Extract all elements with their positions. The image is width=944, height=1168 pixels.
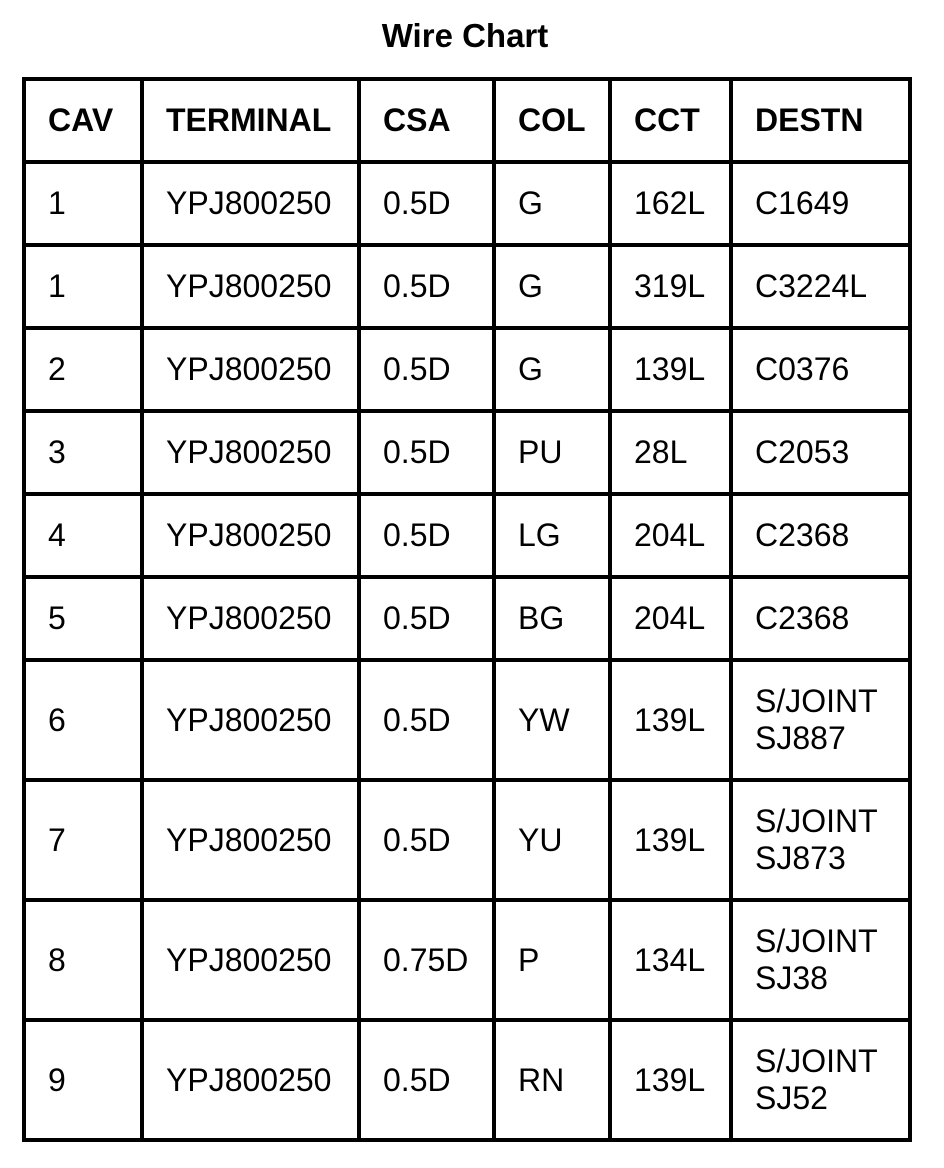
cell-terminal: YPJ800250: [142, 780, 359, 900]
cell-destn: [731, 162, 910, 245]
cell-csa: 0.5D: [359, 162, 494, 245]
table-row: [24, 1020, 910, 1140]
cell-cct: 139L: [610, 780, 731, 900]
column-header-csa: CSA: [359, 79, 494, 162]
cell-csa: 0.5D: [359, 1020, 494, 1140]
column-header-cct: CCT: [610, 79, 731, 162]
table-row: [24, 780, 910, 900]
cell-cav: 4: [24, 494, 142, 577]
cell-cct: 162L: [610, 162, 731, 245]
cell-col: YU: [494, 780, 610, 900]
cell-cav: 9: [24, 1020, 142, 1140]
cell-terminal: YPJ800250: [142, 328, 359, 411]
cell-csa: 0.5D: [359, 660, 494, 780]
cell-terminal: YPJ800250: [142, 1020, 359, 1140]
cell-cav: 6: [24, 660, 142, 780]
destn-line: S/JOINT: [755, 923, 878, 959]
cell-terminal: YPJ800250: [142, 411, 359, 494]
destn-line: C1649: [755, 185, 850, 221]
cell-terminal: YPJ800250: [142, 494, 359, 577]
table-row: [24, 660, 910, 780]
table-row: [24, 494, 910, 577]
header-row: [24, 79, 910, 162]
cell-cav: 2: [24, 328, 142, 411]
cell-cct: 134L: [610, 900, 731, 1020]
cell-cav: 5: [24, 577, 142, 660]
destn-line: SJ887: [755, 720, 846, 756]
cell-cct: 28L: [610, 411, 731, 494]
cell-cav: 8: [24, 900, 142, 1020]
page-title: Wire Chart: [381, 17, 549, 54]
cell-destn: [731, 900, 910, 1020]
destn-line: SJ52: [755, 1080, 828, 1116]
column-header-cav: CAV: [24, 79, 142, 162]
cell-terminal: YPJ800250: [142, 660, 359, 780]
cell-cct: 139L: [610, 1020, 731, 1140]
table-row: [24, 162, 910, 245]
cell-csa: 0.5D: [359, 494, 494, 577]
destn-line: C3224L: [755, 268, 868, 304]
cell-csa: 0.75D: [359, 900, 494, 1020]
wire-chart-table: [22, 77, 912, 1142]
table-row: [24, 411, 910, 494]
cell-cct: 139L: [610, 660, 731, 780]
destn-line: SJ873: [755, 840, 846, 876]
cell-destn: [731, 780, 910, 900]
cell-csa: 0.5D: [359, 328, 494, 411]
cell-col: G: [494, 162, 610, 245]
cell-cav: 7: [24, 780, 142, 900]
cell-terminal: YPJ800250: [142, 577, 359, 660]
destn-line: C2368: [755, 517, 850, 553]
cell-destn: [731, 660, 910, 780]
cell-cct: 204L: [610, 577, 731, 660]
cell-col: P: [494, 900, 610, 1020]
destn-line: S/JOINT: [755, 683, 878, 719]
column-header-destn: DESTN: [731, 79, 910, 162]
cell-col: LG: [494, 494, 610, 577]
destn-line: C2053: [755, 434, 850, 470]
cell-col: G: [494, 328, 610, 411]
cell-destn: [731, 577, 910, 660]
column-header-terminal: TERMINAL: [142, 79, 359, 162]
cell-col: BG: [494, 577, 610, 660]
cell-destn: [731, 411, 910, 494]
cell-cav: 3: [24, 411, 142, 494]
table-row: [24, 328, 910, 411]
column-header-col: COL: [494, 79, 610, 162]
destn-line: S/JOINT: [755, 1043, 878, 1079]
cell-csa: 0.5D: [359, 411, 494, 494]
table-row: [24, 577, 910, 660]
cell-cav: 1: [24, 162, 142, 245]
cell-destn: [731, 494, 910, 577]
table-row: [24, 245, 910, 328]
cell-terminal: YPJ800250: [142, 162, 359, 245]
cell-cav: 1: [24, 245, 142, 328]
cell-cct: 139L: [610, 328, 731, 411]
cell-csa: 0.5D: [359, 577, 494, 660]
cell-csa: 0.5D: [359, 245, 494, 328]
cell-csa: 0.5D: [359, 780, 494, 900]
cell-terminal: YPJ800250: [142, 245, 359, 328]
cell-col: G: [494, 245, 610, 328]
cell-destn: [731, 328, 910, 411]
destn-line: C0376: [755, 351, 850, 387]
cell-destn: [731, 245, 910, 328]
destn-line: SJ38: [755, 960, 828, 996]
table-body: [24, 162, 910, 1140]
cell-terminal: YPJ800250: [142, 900, 359, 1020]
cell-col: YW: [494, 660, 610, 780]
table-row: [24, 900, 910, 1020]
destn-line: C2368: [755, 600, 850, 636]
destn-line: S/JOINT: [755, 803, 878, 839]
cell-col: PU: [494, 411, 610, 494]
cell-cct: 204L: [610, 494, 731, 577]
cell-cct: 319L: [610, 245, 731, 328]
cell-col: RN: [494, 1020, 610, 1140]
cell-destn: [731, 1020, 910, 1140]
